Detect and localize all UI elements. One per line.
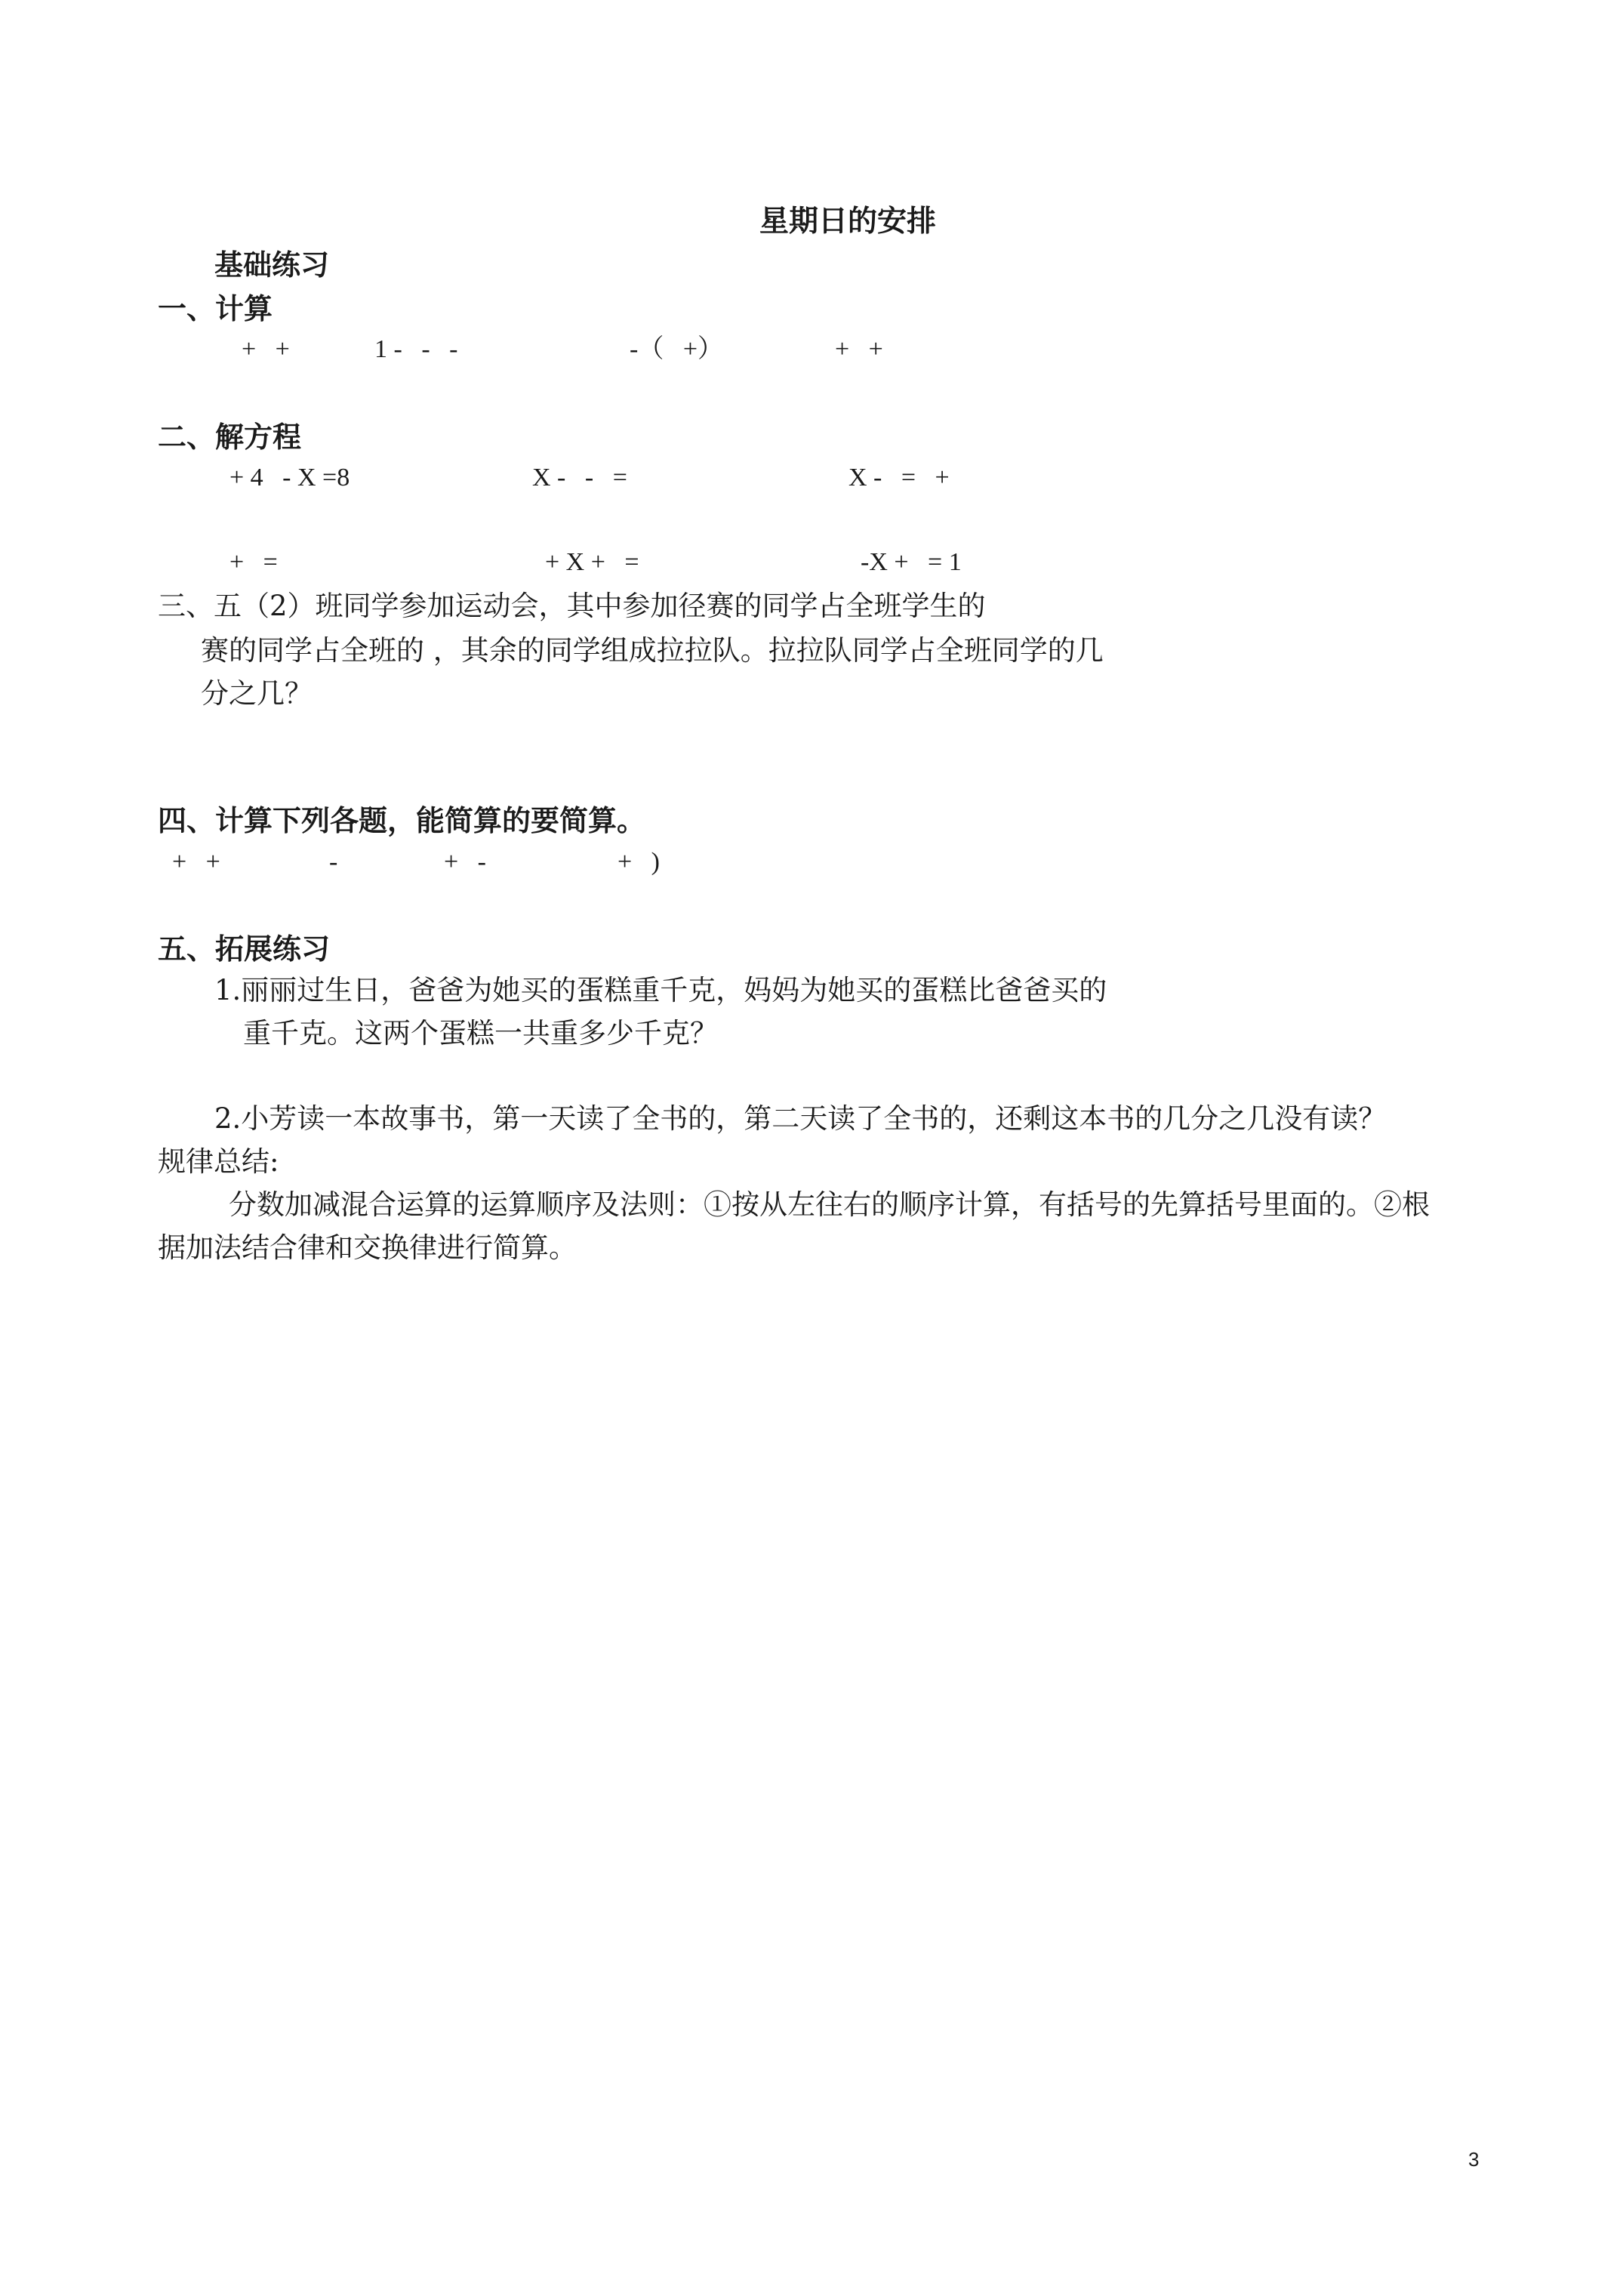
section5-heading: 五、拓展练习 — [158, 932, 331, 966]
calc-item-2: 1 - - - — [374, 335, 458, 363]
simplify-item-3: + - — [444, 848, 486, 876]
simplify-item-4: + ) — [617, 848, 660, 876]
equation-6: -X + = 1 — [861, 548, 962, 576]
section3-line2: 赛的同学占全班的 ，其余的同学组成拉拉队。拉拉队同学占全班同学的几 — [201, 634, 1104, 667]
section3-line1: 三、五（2）班同学参加运动会，其中参加径赛的同学占全班学生的 — [158, 590, 986, 622]
equation-4: + = — [229, 548, 278, 576]
calc-item-4: + + — [835, 335, 883, 363]
subtitle: 基础练习 — [214, 248, 330, 282]
calc-item-3: -（ +） — [630, 335, 723, 363]
section3-line3: 分之几？ — [201, 677, 313, 710]
question1-line1: 1.丽丽过生日，爸爸为她买的蛋糕重千克，妈妈为她买的蛋糕比爸爸买的 — [214, 974, 1107, 1006]
question1-line2: 重千克。这两个蛋糕一共重多少千克？ — [243, 1017, 718, 1049]
equation-2: X - - = — [532, 464, 627, 492]
calc-item-1: + + — [242, 335, 290, 363]
equation-5: + X + = — [545, 548, 639, 576]
section2-heading: 二、解方程 — [158, 420, 302, 454]
summary-heading: 规律总结: — [158, 1145, 279, 1178]
simplify-item-1: + + — [172, 848, 220, 876]
section4-heading: 四、计算下列各题，能简算的要简算。 — [158, 803, 646, 837]
equation-1: + 4 - X =8 — [229, 464, 350, 492]
page-title: 星期日的安排 — [759, 204, 937, 239]
section1-heading: 一、计算 — [158, 291, 273, 325]
page-number: 3 — [1468, 2148, 1480, 2171]
equation-3: X - = + — [848, 464, 950, 492]
simplify-item-2: - — [329, 848, 338, 876]
summary-line1: 分数加减混合运算的运算顺序及法则：①按从左往右的顺序计算，有括号的先算括号里面的。②根 — [229, 1188, 1430, 1221]
question2: 2.小芳读一本故事书，第一天读了全书的，第二天读了全书的，还剩这本书的几分之几没有读？ — [214, 1102, 1387, 1135]
summary-line2: 据加法结合律和交换律进行简算。 — [158, 1231, 577, 1264]
